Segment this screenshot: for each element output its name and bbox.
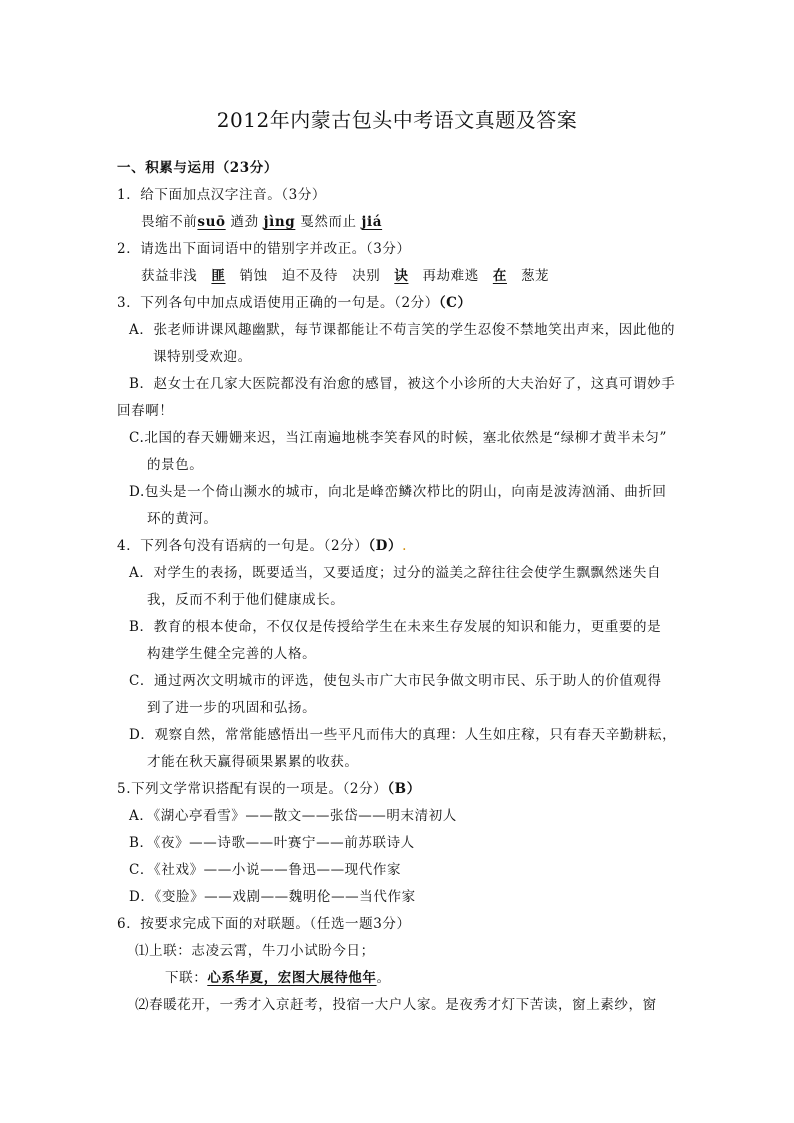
q1-word-3: 戛然而止: [300, 214, 357, 230]
q2-phrase-6: 葱茏: [520, 268, 550, 284]
q2-correction-1: 匪: [211, 268, 226, 284]
q4-stem-line: [117, 536, 407, 556]
q6-lower-end: 。: [376, 970, 391, 986]
q5-option-b: B．《夜》——诗歌——叶赛宁——前苏联诗人: [129, 835, 415, 851]
q3-stem: 3．下列各句中加点成语使用正确的一句是。（2分）: [117, 295, 439, 311]
q1-stem: 1．给下面加点汉字注音。（3分）: [117, 187, 327, 203]
q6-lower-answer: 心系华夏，宏图大展待他年: [207, 970, 377, 986]
q1-answer-2: jìng: [263, 214, 296, 230]
q3-option-a-cont: 课特别受欢迎。: [153, 349, 252, 365]
q3-option-c: C.北国的春天姗姗来迟，当江南遍地桃李笑春风的时候，塞北依然是“绿柳才黄半未匀”: [129, 430, 667, 446]
q6-part1-upper: ⑴上联：志凌云霄，牛刀小试盼今日；: [135, 943, 375, 959]
q1-word-1: 畏缩不前: [141, 214, 198, 230]
q2-phrase-5: 再劫难逃: [422, 268, 479, 284]
q4-option-b-cont: 构建学生健全完善的人格。: [147, 646, 317, 662]
q5-option-c: C．《社戏》——小说——鲁迅——现代作家: [129, 862, 402, 878]
q3-option-a: A．张老师讲课风趣幽默，每节课都能让不苟言笑的学生忍俊不禁地笑出声来，因此他的: [129, 322, 676, 338]
q2-phrase-2: 销蚀: [239, 268, 268, 284]
q1-word-2: 遒劲: [230, 214, 259, 230]
q4-mark: .: [402, 538, 407, 554]
q1-answer-3: jiá: [361, 214, 383, 230]
q5-answer: （B）: [387, 781, 421, 797]
q4-option-a: A．对学生的表扬，既要适当，又要适度；过分的溢美之辞往往会使学生飘飘然迷失自: [129, 565, 662, 581]
section-heading: 一、积累与运用（23分）: [117, 160, 278, 176]
q4-option-c: C．通过两次文明城市的评选，使包头市广大市民争做文明市民、乐于助人的价值观得: [129, 673, 662, 689]
q3-option-d-cont: 环的黄河。: [147, 511, 218, 527]
q4-option-b: B．教育的根本使命，不仅仅是传授给学生在未来生存发展的知识和能力，更重要的是: [129, 619, 662, 635]
q4-option-a-cont: 我，反而不利于他们健康成长。: [147, 592, 345, 608]
q5-stem-line: [117, 779, 421, 799]
page-title: 2012年内蒙古包头中考语文真题及答案: [216, 108, 578, 132]
q1-items: [141, 212, 382, 232]
q2-items: [141, 266, 549, 286]
q5-option-d: D．《变脸》——戏剧——魏明伦——当代作家: [129, 889, 416, 905]
q3-stem-line: [117, 293, 472, 313]
q4-stem: 4．下列各句没有语病的一句是。（2分）: [117, 538, 369, 554]
q3-option-c-cont: 的景色。: [147, 457, 204, 473]
q2-phrase-1: 获益非浅: [141, 268, 198, 284]
q2-correction-3: 在: [492, 268, 507, 284]
q4-option-d: D．观察自然，常常能感悟出一些平凡而伟大的真理：人生如庄稼，只有春天辛勤耕耘，: [129, 727, 677, 743]
q2-stem: 2．请选出下面词语中的错别字并改正。（3分）: [117, 241, 411, 257]
q3-option-b-cont: 回春啊！: [117, 403, 174, 419]
q1-answer-1: suō: [197, 214, 226, 230]
q6-part1-lower: [165, 968, 391, 988]
q5-stem: 5.下列文学常识搭配有误的一项是。（2分）: [117, 781, 388, 797]
q6-part2: ⑵春暖花开，一秀才入京赶考，投宿一大户人家。是夜秀才灯下苦读，窗上素纱，窗: [135, 997, 657, 1013]
q2-phrase-4: 决别: [352, 268, 381, 284]
q4-option-c-cont: 到了进一步的巩固和弘扬。: [147, 700, 317, 716]
q6-lower-label: 下联：: [165, 970, 208, 986]
q4-answer: （D）: [368, 538, 403, 554]
q3-option-b: B．赵女士在几家大医院都没有治愈的感冒，被这个小诊所的大夫治好了，这真可谓妙手: [129, 376, 676, 392]
q4-option-d-cont: 才能在秋天赢得硕果累累的收获。: [147, 754, 359, 770]
q5-option-a: A．《湖心亭看雪》——散文——张岱——明末清初人: [129, 808, 457, 824]
q2-correction-2: 诀: [394, 268, 409, 284]
q2-phrase-3: 迫不及待: [281, 268, 339, 284]
q3-option-d: D.包头是一个倚山濒水的城市，向北是峰峦鳞次栉比的阴山，向南是波涛汹涌、曲折回: [129, 484, 667, 500]
q6-stem: 6．按要求完成下面的对联题。（任选一题3分）: [117, 916, 411, 932]
q3-answer: （C）: [438, 295, 472, 311]
